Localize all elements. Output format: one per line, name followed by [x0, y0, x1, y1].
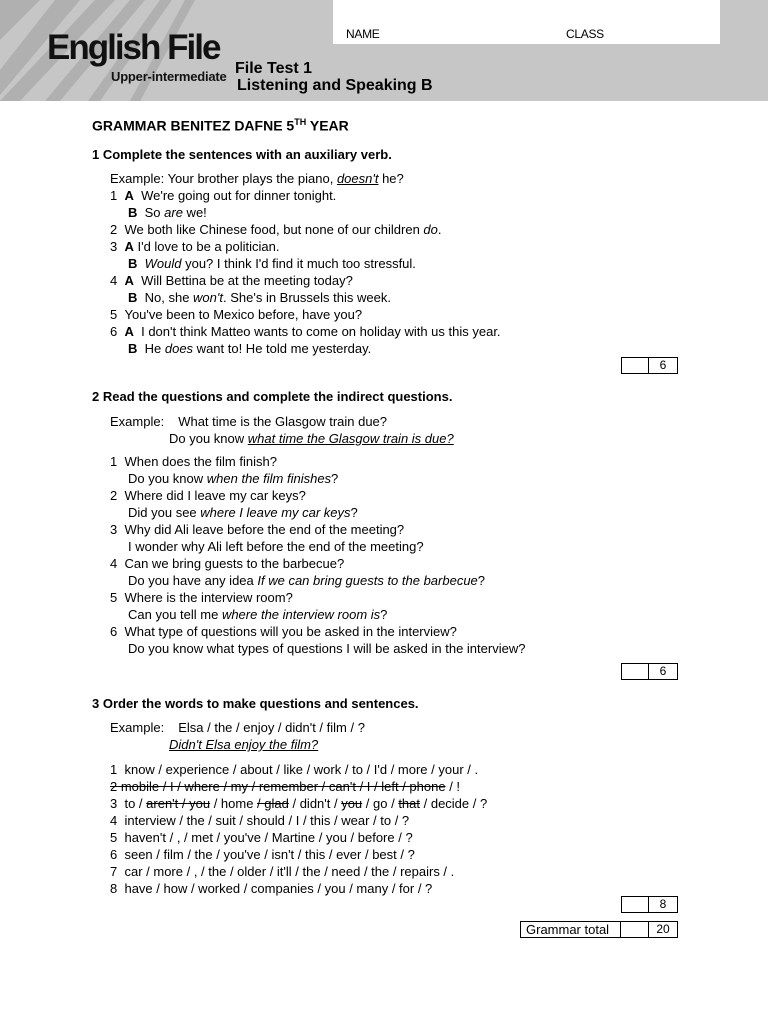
section2-example-answer: what time the Glasgow train is due?	[247, 431, 454, 446]
section3-example-label: Example:	[110, 720, 165, 735]
s1-item-6a-text: I don't think Matteo wants to come on holiday with us this year.	[141, 324, 501, 339]
s1-item-1b-post: we!	[182, 205, 207, 220]
section1-example-answer: doesn't	[336, 171, 379, 186]
student-line	[92, 115, 349, 134]
s1-item-3b-answer: Would	[144, 256, 182, 271]
s2-q4: 4 Can we bring guests to the barbecue?	[110, 556, 345, 571]
s3-item-2-end: / !	[445, 779, 461, 794]
s2-a4-pre: Do you have any idea	[128, 573, 258, 588]
name-label: NAME	[346, 27, 380, 41]
s3-item-5: 5 haven't / , / met / you've / Martine / you / before / ?	[110, 830, 413, 845]
grammar-total-value: 20	[648, 922, 677, 937]
s3-item-3-struck-3: you	[341, 796, 363, 811]
header-banner	[0, 0, 768, 101]
s1-item-4b-answer: won't	[193, 290, 223, 305]
s3-item-3-a: to /	[124, 796, 147, 811]
s1-item-2-post: .	[437, 222, 442, 237]
name-class-box	[333, 0, 720, 44]
s1-item-3a-text: I'd love to be a politician.	[137, 239, 280, 254]
s1-item-3a: 3 A I'd love to be a politician.	[110, 239, 280, 254]
s1-item-6b-answer: does	[164, 341, 194, 356]
section2-example-question: What time is the Glasgow train due?	[178, 414, 388, 429]
test-subtitle: Listening and Speaking B	[237, 77, 433, 94]
s1-item-3b: B Would you? I think I'd find it much too stressful.	[128, 256, 416, 271]
s3-item-4: 4 interview / the / suit / should / I / this / wear / to / ?	[110, 813, 410, 828]
s2-a1-pre: Do you know	[128, 471, 207, 486]
student-line-prefix: GRAMMAR BENITEZ DAFNE 5	[92, 117, 295, 134]
s1-item-6b: B He does want to! He told me yesterday.	[128, 341, 372, 356]
s3-item-3-struck-2: / glad	[257, 796, 289, 811]
brand-level: Upper-intermediate	[111, 69, 227, 84]
s3-item-2: 2 mobile / I / where / my / remember / can't / I / left / phone / !	[110, 779, 461, 794]
s1-item-1b-answer: are	[164, 205, 183, 220]
s2-a2-answer: where I leave my car keys	[200, 505, 351, 520]
section2-heading: 2 Read the questions and complete the indirect questions.	[92, 389, 453, 404]
s2-q5: 5 Where is the interview room?	[110, 590, 293, 605]
s2-a4-post: ?	[477, 573, 486, 588]
s1-item-1b: B So are we!	[128, 205, 207, 220]
s3-item-2-struck-1: mobile / I / where /	[117, 779, 231, 794]
section2-score-box	[621, 663, 678, 680]
s3-item-6-text: seen / film / the / you've / isn't / this / ever / best / ?	[124, 847, 415, 862]
s1-item-5-text: You've been to Mexico before, have you?	[124, 307, 363, 322]
s3-item-7: 7 car / more / , / the / older / it'll / the / need / the / repairs / .	[110, 864, 455, 879]
s1-item-6a: 6 A I don't think Matteo wants to come on holiday with us this year.	[110, 324, 501, 339]
s2-q6: 6 What type of questions will you be asked in the interview?	[110, 624, 457, 639]
s2-q4-text: Can we bring guests to the barbecue?	[124, 556, 345, 571]
section2-example-label: Example:	[110, 414, 165, 429]
section2-example	[110, 414, 387, 429]
section3-score-box	[621, 896, 678, 913]
s2-a2-post: ?	[350, 505, 358, 520]
s2-a1-post: ?	[331, 471, 339, 486]
s2-q1: 1 When does the film finish?	[110, 454, 277, 469]
s1-item-6b-post: want to! He told me yesterday.	[193, 341, 372, 356]
section2-example-pre: Do you know	[169, 431, 248, 446]
section3-heading: 3 Order the words to make questions and sentences.	[92, 696, 419, 711]
s2-q2: 2 Where did I leave my car keys?	[110, 488, 306, 503]
s3-item-3-struck-1: aren't / you	[146, 796, 211, 811]
s1-item-2-pre: We both like Chinese food, but none of our children	[124, 222, 424, 237]
s2-a2-pre: Did you see	[128, 505, 201, 520]
grammar-total-label: Grammar total	[521, 922, 621, 937]
s3-item-3-struck-4: that	[398, 796, 420, 811]
section1-example	[110, 171, 404, 186]
s2-a1-answer: when the film finishes	[206, 471, 332, 486]
class-label: CLASS	[566, 27, 604, 41]
s2-q6-text: What type of questions will you be asked in the interview?	[124, 624, 457, 639]
s3-item-1-text: know / experience / about / like / work / to / I'd / more / your / .	[124, 762, 479, 777]
test-title: File Test 1	[235, 60, 313, 77]
s1-item-4b-pre: No, she	[144, 290, 194, 305]
s1-item-6b-pre: He	[144, 341, 165, 356]
s1-item-5: 5 You've been to Mexico before, have you?	[110, 307, 363, 322]
s3-item-4-text: interview / the / suit / should / I / this / wear / to / ?	[124, 813, 410, 828]
section1-score: 6	[648, 358, 677, 373]
s3-item-3-d: / go /	[362, 796, 399, 811]
section3-example	[110, 720, 365, 735]
s2-a5-answer: where the interview room is	[221, 607, 381, 622]
s2-q5-text: Where is the interview room?	[124, 590, 293, 605]
s1-item-1b-pre: So	[141, 205, 165, 220]
s3-item-8-text: have / how / worked / companies / you / many / for / ?	[124, 881, 433, 896]
s3-item-8: 8 have / how / worked / companies / you / many / for / ?	[110, 881, 433, 896]
s1-item-1a: 1 A We're going out for dinner tonight.	[110, 188, 337, 203]
s3-item-7-text: car / more / , / the / older / it'll / the / need / the / repairs / .	[124, 864, 455, 879]
s1-item-4b-post: . She's in Brussels this week.	[223, 290, 391, 305]
section1-example-text: Example: Your brother plays the piano,	[110, 171, 337, 186]
s3-item-5-text: haven't / , / met / you've / Martine / you / before / ?	[124, 830, 413, 845]
s1-item-2: 2 We both like Chinese food, but none of our children do.	[110, 222, 442, 237]
section3-example-answer: Didn't Elsa enjoy the film?	[169, 737, 319, 752]
s3-item-6: 6 seen / film / the / you've / isn't / this / ever / best / ?	[110, 847, 415, 862]
section2-example-answer-line	[169, 431, 454, 446]
brand-logo: English File	[47, 28, 220, 67]
section1-example-end: he?	[378, 171, 404, 186]
section1-heading: 1 Complete the sentences with an auxiliary verb.	[92, 147, 392, 162]
s2-q3-text: Why did Ali leave before the end of the meeting?	[124, 522, 405, 537]
s1-item-2-answer: do	[423, 222, 438, 237]
s3-item-2-struck-2: my / remember / can't / I / left / phone	[230, 779, 446, 794]
s2-a2	[128, 505, 358, 520]
s2-a3: I wonder why Ali left before the end of the meeting?	[128, 539, 424, 554]
s1-item-4b: B No, she won't. She's in Brussels this week.	[128, 290, 391, 305]
s2-a4	[128, 573, 485, 588]
s2-q2-text: Where did I leave my car keys?	[124, 488, 306, 503]
s2-a1	[128, 471, 338, 486]
s2-a5	[128, 607, 387, 622]
section3-example-words: Elsa / the / enjoy / didn't / film / ?	[178, 720, 365, 735]
s3-item-3-c: / didn't /	[288, 796, 342, 811]
s1-item-4a-text: Will Bettina be at the meeting today?	[141, 273, 353, 288]
s2-a4-answer: If we can bring guests to the barbecue	[257, 573, 478, 588]
s3-item-3-b: / home	[210, 796, 258, 811]
s3-item-3: 3 to / aren't / you / home / glad / didn't / you / go / that / decide / ?	[110, 796, 488, 811]
student-line-superscript: TH	[294, 117, 307, 127]
s2-q1-text: When does the film finish?	[124, 454, 277, 469]
s2-a5-post: ?	[380, 607, 388, 622]
s1-item-1a-text: We're going out for dinner tonight.	[141, 188, 337, 203]
s2-a5-pre: Can you tell me	[128, 607, 222, 622]
s2-a6: Do you know what types of questions I will be asked in the interview?	[128, 641, 526, 656]
s1-item-3b-post: you? I think I'd find it much too stressful.	[181, 256, 416, 271]
section3-score: 8	[648, 897, 677, 912]
s2-q3: 3 Why did Ali leave before the end of the meeting?	[110, 522, 405, 537]
section1-score-box	[621, 357, 678, 374]
s3-item-1: 1 know / experience / about / like / work / to / I'd / more / your / .	[110, 762, 479, 777]
student-line-suffix: YEAR	[306, 117, 349, 134]
s1-item-4a: 4 A Will Bettina be at the meeting today?	[110, 273, 353, 288]
s3-item-3-e: / decide / ?	[420, 796, 488, 811]
section2-score: 6	[648, 664, 677, 679]
grammar-total-box	[520, 921, 678, 938]
